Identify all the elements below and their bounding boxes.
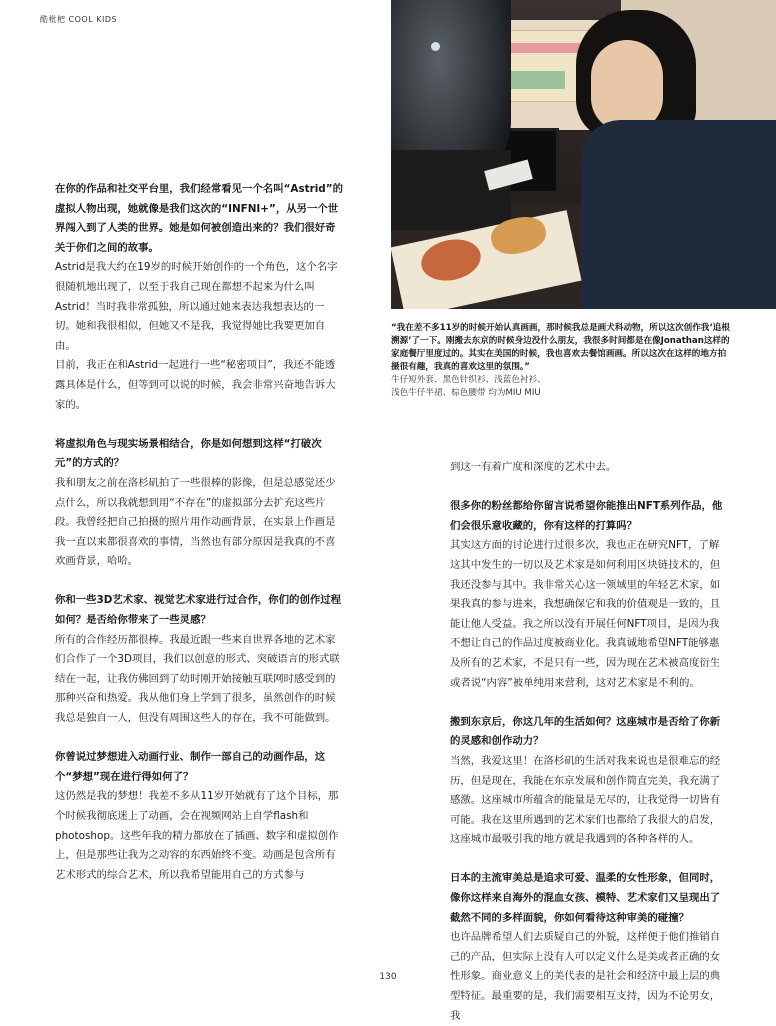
interview-answer: 目前，我正在和Astrid一起进行一些“秘密项目”，我还不能透露具体是什么，但等到可以说的时候，我会非常兴奋地告诉大家的。 (55, 359, 336, 411)
paragraph-spacer (55, 729, 345, 749)
magazine-header: 酷枇杷 COOL KIDS (40, 15, 118, 24)
photo-caption (391, 322, 731, 399)
interview-question: 将虚拟角色与现实场景相结合，你是如何想到这样“打破次元”的方式的？ (55, 437, 322, 470)
caption-quote: “我在差不多11岁的时候开始认真画画，那时候我总是画犬科动物，所以这次创作我‘追根溯源’了一下。刚搬去东京的时候身边没什么朋友，我很多时间都是在像Jonathan这样的家庭餐厅里度过的。其实在美国的时候，我也喜欢去餐馆画画。所以这次在这样的地方拍摄很有趣，我真的喜欢这里的氛围。” (391, 323, 730, 372)
paragraph-spacer (450, 693, 726, 713)
interview-answer: 其实这方面的讨论进行过很多次，我也正在研究NFT，了解这其中发生的一切以及艺术家是如何利用区块链技术的，但我还没参与其中。我非常关心这一领域里的年轻艺术家，如果我真的参与进来，我想确保它和我的价值观是一致的，且能让他人受益。我之所以没有开展任何NFT项目，是因为我不想让自己的作品过度被商业化。我真诚地希望NFT能够惠及所有的艺术家，不是只有一些，因为现在艺术被高度衍生或者说“内容”被单纯用来营利，这对艺术家是不利的。 (450, 539, 721, 689)
caption-credit-1: 牛仔短外套、黑色针织衫、浅蓝色衬衫、 (391, 374, 546, 385)
page-number: 130 (379, 972, 397, 982)
paragraph-spacer (450, 478, 726, 498)
paragraph-spacer (55, 415, 345, 435)
interview-answer: 到这一有着广度和深度的艺术中去。 (450, 461, 617, 473)
caption-credit-2: 浅色牛仔半裙、棕色腰带 均为MIU MIU (391, 387, 541, 398)
article-right-column (450, 458, 726, 1026)
interview-answer: 当然，我爱这里！在洛杉矶的生活对我来说也是很难忘的经历，但是现在，我能在东京发展和创作简直完美，我充满了感激。这座城市所蕴含的能量是无尽的，让我觉得一切皆有可能。我在这里所遇到的艺术家们也都给了我很大的启发，这座城市最吸引我的地方就是我遇到的各种各样的人。 (450, 754, 721, 846)
editorial-photo (391, 0, 776, 309)
interview-question: 很多你的粉丝都给你留言说希望你能推出NFT系列作品，他们会很乐意收藏的，你有这样的打算吗？ (450, 500, 723, 532)
interview-question: 日本的主流审美总是追求可爱、温柔的女性形象，但同时，像你这样来自海外的混血女孩、模特、艺术家们又呈现出了截然不同的多样面貌，你如何看待这种审美的碰撞？ (450, 872, 721, 924)
interview-answer: 也许品牌希望人们去质疑自己的外貌，这样便于他们推销自己的产品，但实际上没有人可以定义什么是美或者正确的女性形象。商业意义上的美代表的是社会和经济中最上层的典型特征。最重要的是，我们需要相互支持，因为不论男女，我 (450, 931, 721, 1022)
interview-question: 搬到东京后，你这几年的生活如何？这座城市是否给了你新的灵感和创作动力？ (450, 715, 721, 748)
interview-question: 在你的作品和社交平台里，我们经常看见一个名叫“Astrid”的虚拟人物出现，她就像是我们这次的“INFNI+”，从另一个世界闯入到了人类的世界。她是如何被创造出来的？我们很好奇关于你们之间的故事。 (55, 183, 343, 254)
interview-answer: Astrid是我大约在19岁的时候开始创作的一个角色，这个名字很随机地出现了，以至于我自己现在都想不起来为什么叫Astrid！当时我非常孤独，所以通过她来表达我想表达的一切。她和我很相似，但她又不是我，我觉得她比我要更加自由。 (55, 261, 338, 352)
paragraph-spacer (55, 572, 345, 592)
interview-question: 你曾说过梦想进入动画行业、制作一部自己的动画作品，这个“梦想”现在进行得如何了？ (55, 751, 326, 783)
interview-answer: 所有的合作经历都很棒。我最近跟一些来自世界各地的艺术家们合作了一个3D项目，我们以创意的形式、突破语言的形式联结在一起，让我仿佛回到了幼时刚开始接触互联网时感受到的那种兴奋和热爱。我从他们身上学到了很多，虽然创作的时候我总是独自一人，但没有周围这些人的存在，我不可能做到。 (55, 633, 340, 725)
interview-answer: 这仍然是我的梦想！我差不多从11岁开始就有了这个目标，那个时候我彻底迷上了动画，会在视频网站上自学flash和photoshop。这些年我的精力都放在了插画、数字和虚拟创作上，但是那些让我为之动容的东西始终不变。动画是包含所有艺术形式的综合艺术，所以我希望能用自己的方式参与 (55, 790, 339, 881)
interview-question: 你和一些3D艺术家、视觉艺术家进行过合作，你们的创作过程如何？是否给你带来了一些灵感？ (55, 594, 342, 627)
article-left-column (55, 180, 345, 885)
paragraph-spacer (450, 850, 726, 870)
interview-answer: 我和朋友之前在洛杉矶拍了一些很棒的影像，但是总感觉还少点什么，所以我就想到用“不存在”的虚拟部分去扩充这些片段。我曾经把自己拍摄的照片用作动画背景，在实景上作画是我一直以来都很喜欢的事情，当然也有部分原因是我真的不喜欢画背景，哈哈。 (55, 476, 336, 568)
